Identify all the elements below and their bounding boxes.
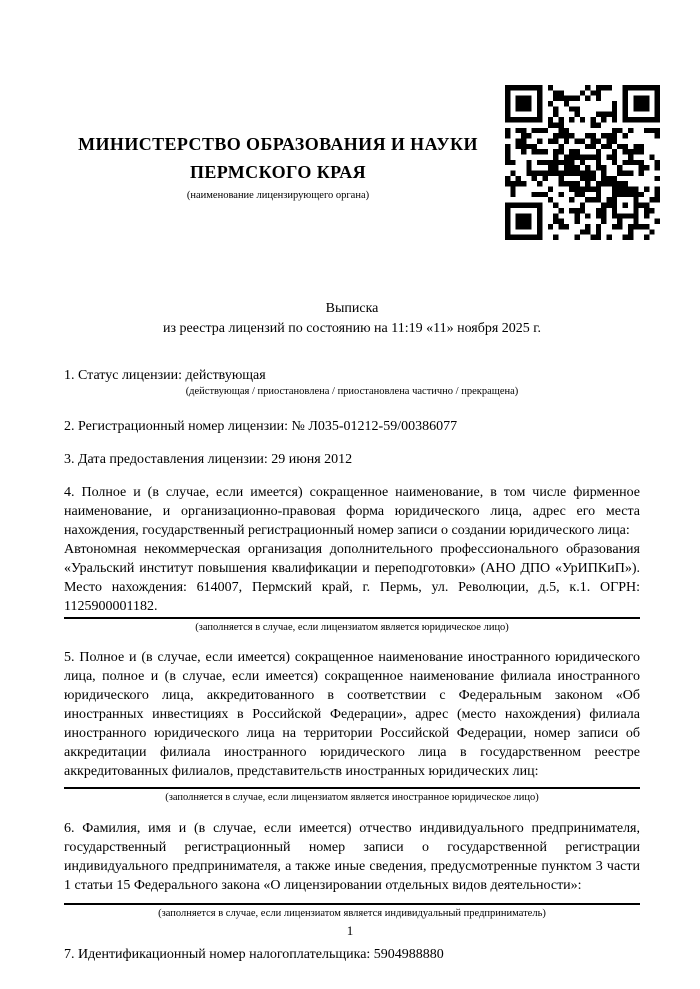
item-3-license-date: 3. Дата предоставления лицензии: 29 июня 2012 (64, 452, 353, 467)
item-6-entrepreneur-label: 6. Фамилия, имя и (в случае, если имеется) отчество индивидуального предпринимателя, государственный регистрационный номер записи о государственной регистрации индивидуального предпринимателя, а также иные сведения, предусмотренные пунктом 3 части 1 статьи 15 Федерального закона «О лицензировании отдельных видов деятельности»: (64, 821, 640, 893)
items-list (64, 366, 640, 964)
item-5-foreign-entity-label: 5. Полное и (в случае, если имеется) сокращенное наименование иностранного юридического лица, полное и (в случае, если имеется) сокращенное наименование филиала иностранного юридического лица, аккредитованного в соответствии с Федеральным законом «Об иностранных инвестициях в Российской Федерации», адрес (место нахождения) филиала иностранного юридического лица на территории Российской Федерации, номер записи об аккредитации филиала иностранного юридического лица в государственном реестре аккредитованных филиалов, представительств иностранных юридических лиц: (64, 650, 640, 779)
item-1-caption: (действующая / приостановлена / приостановлена частично / прекращена) (185, 386, 519, 397)
page-number: 1 (346, 923, 354, 938)
item-4-legal-entity-label: 4. Полное и (в случае, если имеется) сокращенное наименование, в том числе фирменное наименование, и организационно-правовая форма юридического лица, адрес его места нахождения, государственный регистрационный номер записи о создании юридического лица: (64, 485, 640, 538)
ministry-name-caption: (наименование лицензирующего органа) (186, 190, 370, 201)
document-title-line1: Выписка (325, 301, 379, 316)
licensing-authority-header (64, 130, 492, 203)
item-4-caption: (заполняется в случае, если лицензиатом является юридическое лицо) (195, 622, 509, 633)
item-4-legal-entity-value: Автономная некоммерческая организация дополнительного профессионального образования «Уральский институт повышения квалификации и переподготовки» (АНО ДПО «УрИПКиП»). Место нахождения: 614007, Пермский край, г. Пермь, ул. Революции, д.5, к.1. ОГРН: 1125900001182. (64, 540, 640, 619)
item-6-blank-rule (64, 903, 640, 905)
document-title-line2: из реестра лицензий по состоянию на 11:19 «11» ноября 2025 г. (163, 321, 541, 336)
item-7-taxpayer-number: 7. Идентификационный номер налогоплательщика: 5904988880 (64, 947, 444, 962)
item-1-license-status: 1. Статус лицензии: действующая (64, 368, 266, 383)
item-5-blank-rule (64, 787, 640, 789)
ministry-name-line1: МИНИСТЕРСТВО ОБРАЗОВАНИЯ И НАУКИ (78, 134, 478, 154)
item-2-registration-number: 2. Регистрационный номер лицензии: № Л035-01212-59/00386077 (64, 419, 458, 434)
ministry-name-line2: ПЕРМСКОГО КРАЯ (189, 162, 367, 182)
item-6-caption: (заполняется в случае, если лицензиатом является индивидуальный предприниматель) (158, 908, 546, 919)
item-5-caption: (заполняется в случае, если лицензиатом является иностранное юридическое лицо) (165, 792, 539, 803)
qr-code-icon (505, 85, 660, 240)
document-title (64, 299, 640, 339)
